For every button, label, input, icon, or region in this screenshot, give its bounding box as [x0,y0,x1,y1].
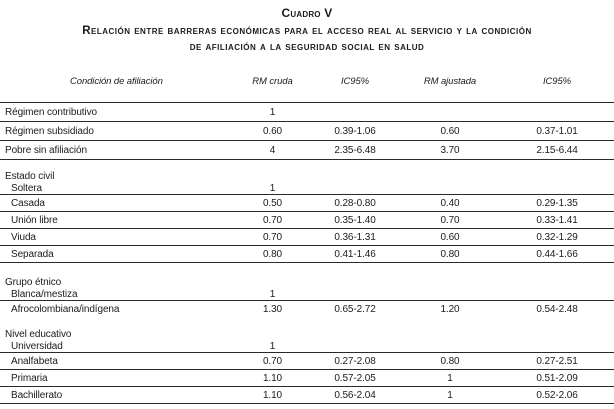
column-header-condicion: Condición de afiliación [70,75,163,87]
table-subtitle [0,23,614,55]
cell-ic95-ajustada: 2.15-6.44 [536,144,578,156]
cell-ic95-ajustada: 0.54-2.48 [536,304,578,315]
cell-ic95-ajustada: 0.29-1.35 [536,197,578,209]
column-header-rm-cruda: RM cruda [252,75,293,87]
table-body [0,102,614,404]
table-row [0,141,614,160]
cell-ic95-ajustada: 0.27-2.51 [536,355,578,367]
cell-label: Viuda [11,231,36,243]
cell-rm-cruda: 0.70 [262,355,283,367]
column-header-rm-ajustada: RM ajustada [423,75,477,87]
cell-rm-ajustada: 0.60 [440,231,460,243]
table-row [0,387,614,404]
cell-ic95-cruda: 0.57-2.05 [334,372,376,384]
cell-label: Blanca/mestiza [11,289,78,300]
cell-ic95-cruda: 0.27-2.08 [334,355,376,367]
cell-ic95-cruda: 0.41-1.46 [334,248,376,260]
cell-ic95-cruda: 0.28-0.80 [334,197,376,209]
column-header-ic95-cruda: IC95% [340,75,369,87]
cell-label: Universidad [11,341,63,352]
cell-ic95-cruda: 0.36-1.31 [334,231,376,243]
cell-rm-ajustada: 0.40 [440,197,460,209]
table-row [0,301,614,318]
table-subtitle-line2: de afiliación a la seguridad social en salud [189,41,425,53]
table-row [0,353,614,370]
cell-rm-ajustada: 3.70 [440,144,460,156]
table-subtitle-line1: Relación entre barreras económicas para el acceso real al servicio y la condición [82,25,532,37]
table-row [0,229,614,246]
cell-ic95-ajustada: 0.51-2.09 [536,372,578,384]
cell-rm-ajustada: 0.60 [440,125,460,137]
cell-ic95-ajustada: 0.33-1.41 [536,214,578,226]
cell-ic95-ajustada: 0.37-1.01 [536,125,578,137]
table-row [0,341,614,353]
column-header-ic95-ajustada: IC95% [542,75,571,87]
cell-rm-cruda: 1 [269,183,276,194]
cell-rm-ajustada: 0.80 [440,355,460,367]
cell-rm-cruda: 0.80 [262,248,283,260]
cell-rm-cruda: 1.10 [262,372,283,384]
table-row [0,183,614,195]
group-header-label: Nivel educativo [5,329,72,340]
table-row [0,212,614,229]
cell-label: Soltera [11,183,42,194]
cell-ic95-ajustada: 0.32-1.29 [536,231,578,243]
group-header-row [0,275,614,289]
table-row [0,103,614,122]
cell-rm-ajustada: 1 [447,372,453,384]
cell-rm-cruda: 0.60 [262,125,283,137]
cell-rm-cruda: 1 [269,341,276,352]
cell-rm-cruda: 1 [269,289,276,300]
cell-label: Casada [11,197,45,209]
cell-rm-cruda: 0.70 [262,214,283,226]
table-row [0,195,614,212]
cell-rm-cruda: 1.10 [262,389,283,401]
cell-rm-cruda: 4 [269,144,276,156]
cell-rm-cruda: 1.30 [262,304,283,315]
cell-rm-ajustada: 0.70 [440,214,460,226]
cell-ic95-cruda: 2.35-6.48 [334,144,376,156]
group-header-label: Grupo étnico [5,277,62,288]
column-header-row [0,74,614,88]
table-row [0,122,614,141]
table-row [0,246,614,263]
cell-label: Unión libre [11,214,58,226]
cell-label: Régimen contributivo [5,106,97,118]
cell-label: Régimen subsidiado [5,125,94,137]
group-header-label: Estado civil [5,171,55,182]
cell-ic95-cruda: 0.39-1.06 [334,125,376,137]
cell-rm-cruda: 0.70 [262,231,283,243]
table-row [0,370,614,387]
cell-ic95-ajustada: 0.44-1.66 [536,248,578,260]
cell-label: Analfabeta [11,355,58,367]
cell-label: Bachillerato [11,389,63,401]
cell-label: Primaria [11,372,48,384]
cell-rm-ajustada: 0.80 [440,248,460,260]
cell-label: Pobre sin afiliación [5,144,87,156]
cell-rm-ajustada: 1.20 [440,304,460,315]
table-number-title: Cuadro V [281,6,333,20]
cell-ic95-cruda: 0.56-2.04 [334,389,376,401]
cell-label: Afrocolombiana/indígena [11,304,120,315]
cell-ic95-ajustada: 0.52-2.06 [536,389,578,401]
cell-label: Separada [11,248,54,260]
table-row [0,289,614,301]
cell-rm-cruda: 1 [269,106,276,118]
cell-ic95-cruda: 0.35-1.40 [334,214,376,226]
group-header-row [0,327,614,341]
group-header-row [0,169,614,183]
cell-ic95-cruda: 0.65-2.72 [334,304,376,315]
cell-rm-ajustada: 1 [447,389,453,401]
cell-rm-cruda: 0.50 [262,197,283,209]
